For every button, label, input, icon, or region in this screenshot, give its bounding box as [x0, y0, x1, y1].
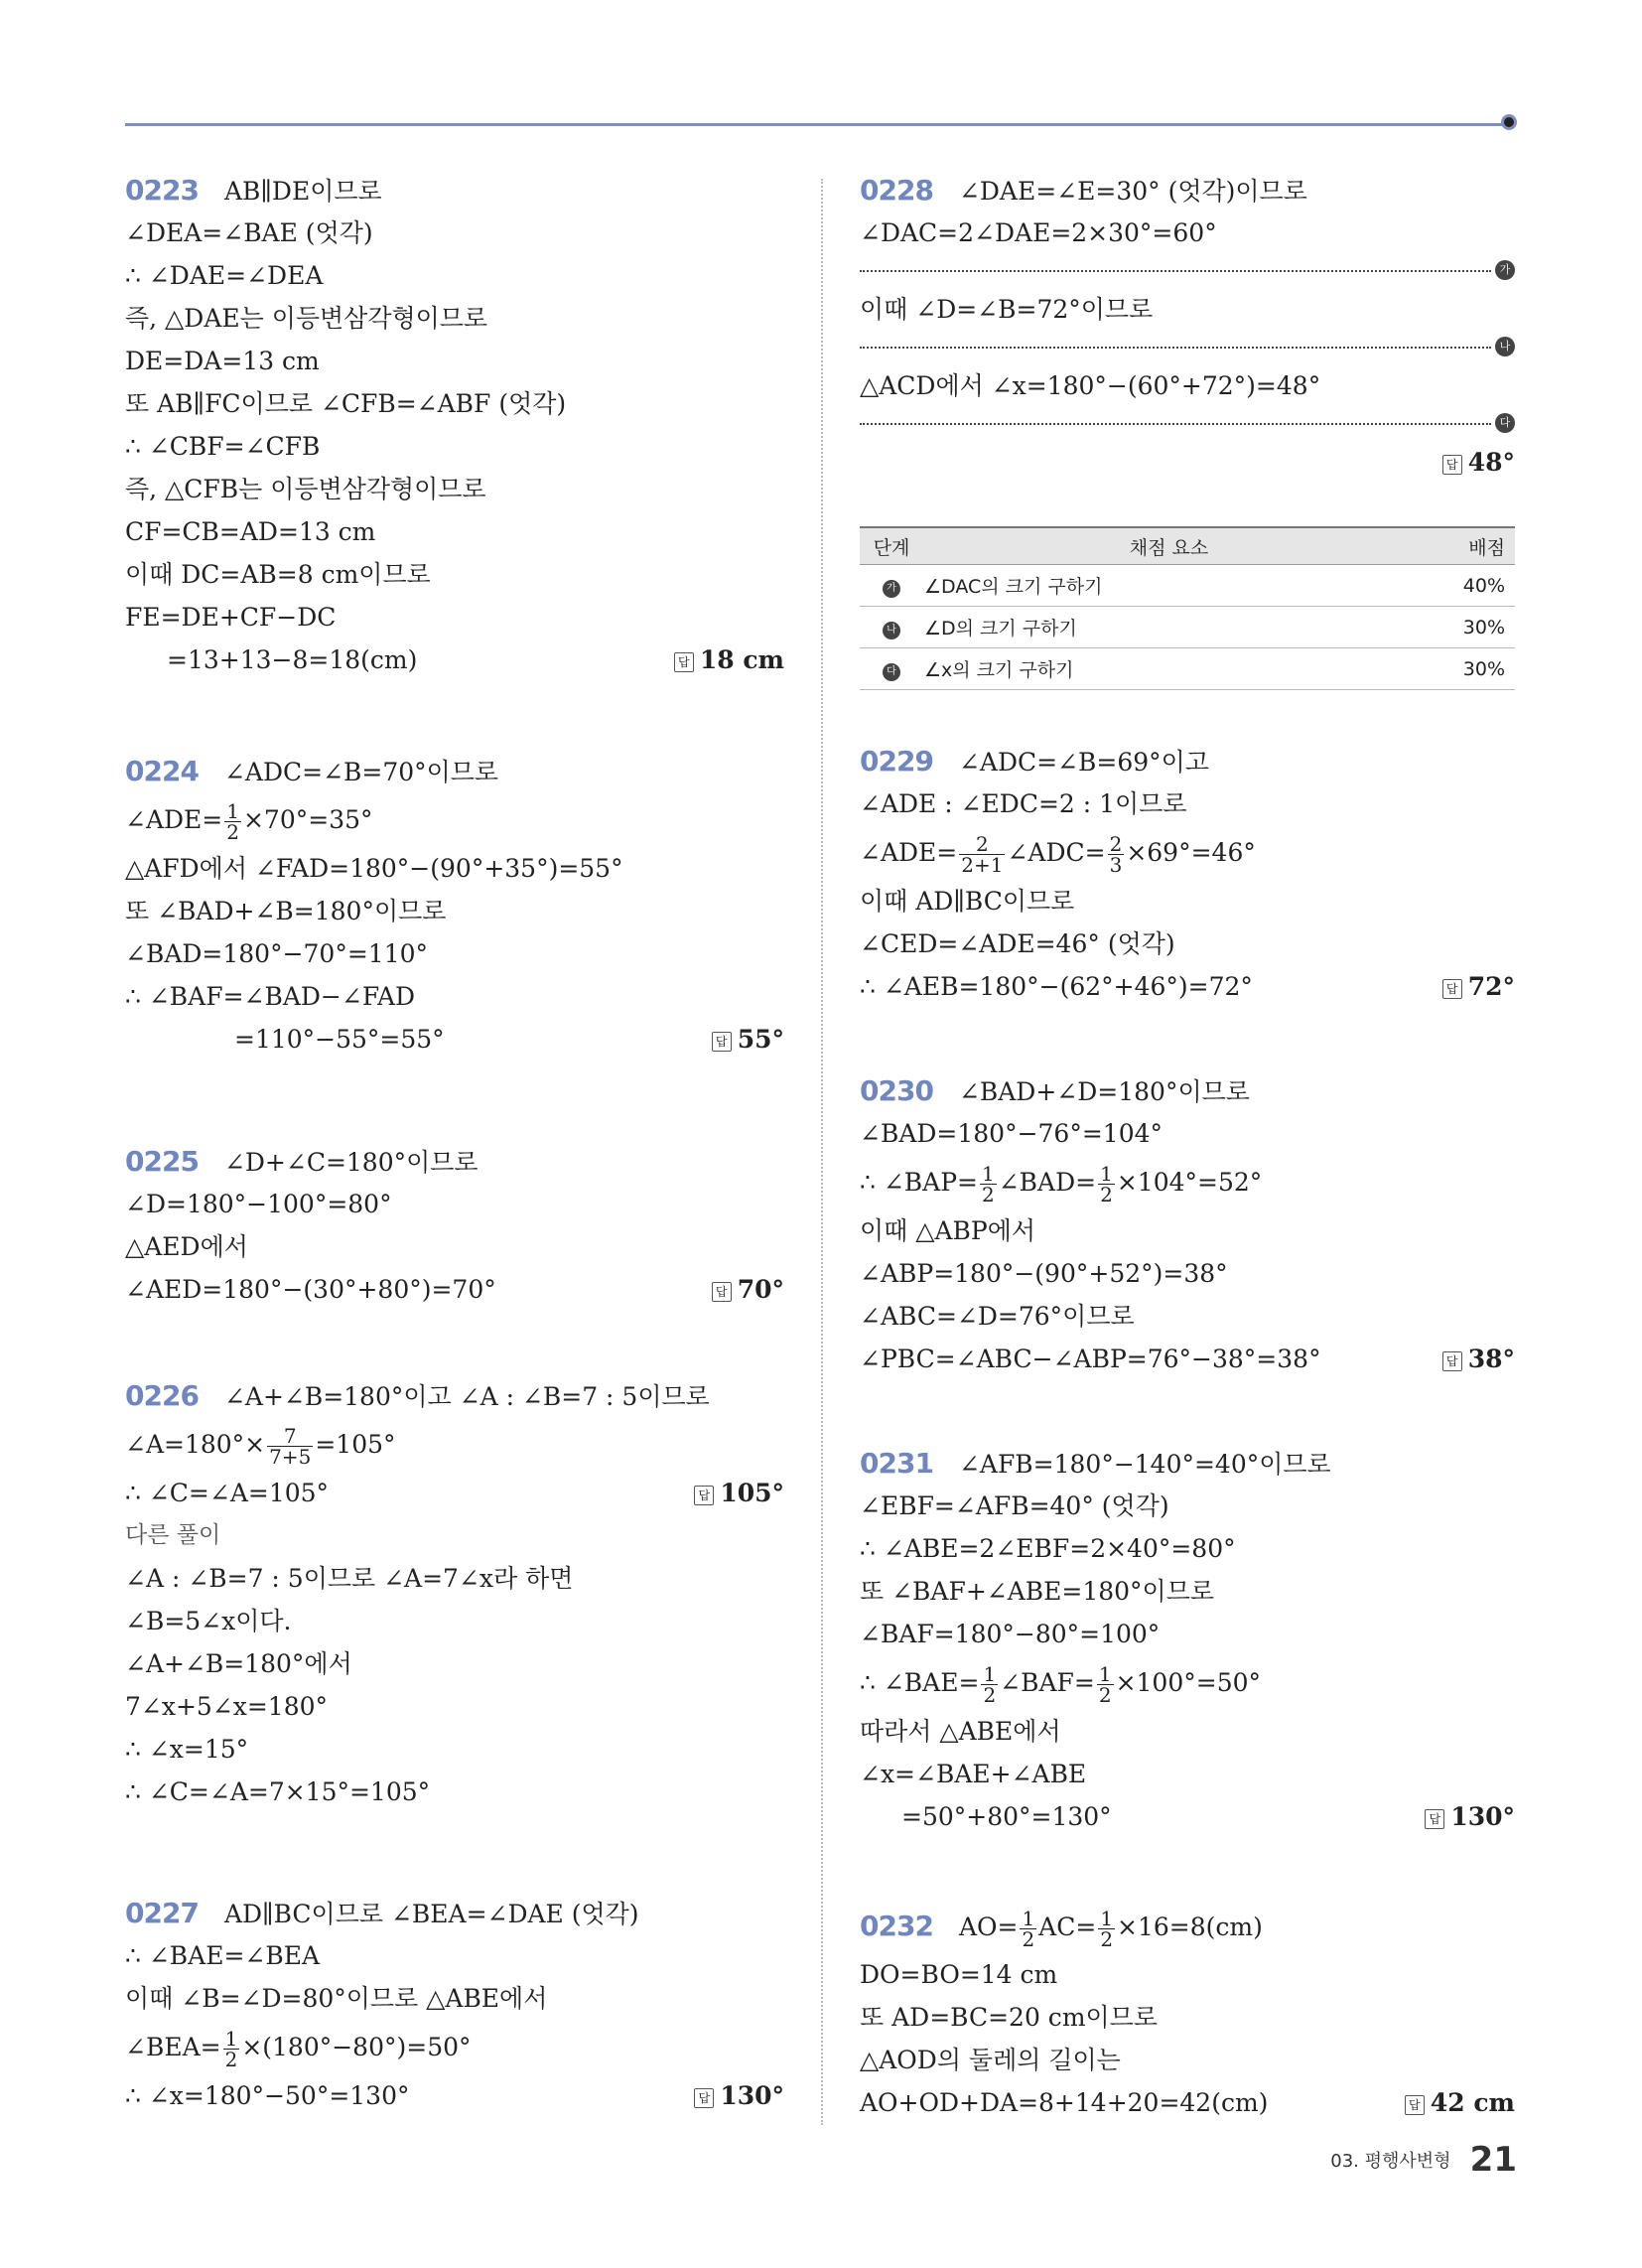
table-row: 나 ∠D의 크기 구하기 30%	[860, 607, 1515, 648]
answer: 답 55°	[712, 1018, 784, 1061]
solution-line: △AFD에서 ∠FAD=180°−(90°+35°)=55°	[125, 854, 623, 883]
solution-line: ∠AED=180°−(30°+80°)=70°	[125, 1275, 496, 1304]
solution-line: 또 AD=BC=20 cm이므로	[860, 2003, 1158, 2032]
problem-number: 0226	[125, 1379, 199, 1412]
solution-line: ∴ ∠DAE=∠DEA	[125, 261, 324, 290]
solution-line: 즉, △DAE는 이등변삼각형이므로	[125, 304, 488, 333]
solution-line: ∠EBF=∠AFB=40° (엇각)	[860, 1491, 1169, 1520]
step-marker-icon: 가	[1495, 260, 1515, 280]
problem-0223	[125, 169, 784, 681]
page-number: 21	[1469, 2140, 1517, 2180]
step-marker-icon: 가	[883, 580, 900, 598]
problem-0226	[125, 1374, 784, 1813]
solution-line: AD∥BC이므로 ∠BEA=∠DAE (엇각)	[223, 1900, 639, 1928]
scoring-table	[860, 526, 1515, 690]
answer: 답 72°	[1442, 965, 1515, 1008]
problem-0227	[125, 1892, 784, 2117]
solution-line: △AED에서	[125, 1232, 248, 1261]
solution-line: ∴ ∠x=180°−50°=130°	[125, 2081, 410, 2110]
problem-0230	[860, 1069, 1515, 1380]
answer: 답 130°	[694, 2074, 784, 2117]
solution-line: ∴ ∠AEB=180°−(62°+46°)=72°	[860, 972, 1253, 1001]
solution-line: 즉, △CFB는 이등변삼각형이므로	[125, 475, 486, 503]
chapter-title: 03. 평행사변형	[1330, 2151, 1451, 2172]
solution-line: ∠BAD=180°−76°=104°	[860, 1119, 1163, 1148]
solution-line: ∴ ∠CBF=∠CFB	[125, 432, 321, 461]
solution-line: ∠DAC=2∠DAE=2×30°=60°	[860, 218, 1217, 247]
solution-line: ∴ ∠C=∠A=7×15°=105°	[125, 1777, 431, 1806]
alternative-solution-label: 다른 풀이	[125, 1522, 221, 1548]
problem-number: 0224	[125, 755, 199, 787]
problem-number: 0223	[125, 174, 199, 207]
solution-line: ∠ABC=∠D=76°이므로	[860, 1302, 1135, 1331]
solution-line: ∠BAD=180°−70°=110°	[125, 939, 429, 968]
solution-line: ∠ABP=180°−(90°+52°)=38°	[860, 1259, 1228, 1288]
solution-line: ∴ ∠ABE=2∠EBF=2×40°=80°	[860, 1534, 1236, 1563]
problem-0231	[860, 1442, 1515, 1838]
answer-icon: 답	[1442, 1351, 1462, 1371]
answer-icon: 답	[1442, 979, 1462, 999]
step-marker-icon: 나	[883, 622, 900, 639]
table-row: 가 ∠DAC의 크기 구하기 40%	[860, 565, 1515, 607]
step-marker-icon: 다	[1495, 413, 1515, 433]
answer-icon: 답	[694, 1486, 714, 1505]
solution-line: 이때 ∠B=∠D=80°이므로 △ABE에서	[125, 1984, 548, 2013]
step-marker-icon: 다	[883, 663, 900, 681]
solution-line: 이때 ∠D=∠B=72°이므로	[860, 295, 1154, 324]
solution-line: ∠ADE= $\frac{1}{2}$ ×70°=35°	[125, 799, 373, 844]
step-divider	[860, 331, 1515, 364]
header-rule	[125, 123, 1509, 126]
solution-line: AO+OD+DA=8+14+20=42(cm)	[860, 2088, 1269, 2117]
problem-number: 0229	[860, 745, 933, 778]
step-divider	[860, 407, 1515, 441]
problem-0228	[860, 169, 1515, 484]
solution-line: ∠BAF=180°−80°=100°	[860, 1620, 1161, 1648]
solution-line: ∴ ∠BAF=∠BAD−∠FAD	[125, 982, 416, 1011]
answer: 답 18 cm	[674, 638, 784, 681]
solution-line: △ACD에서 ∠x=180°−(60°+72°)=48°	[860, 371, 1321, 400]
answer: 답 70°	[712, 1268, 784, 1311]
solution-line: DE=DA=13 cm	[125, 347, 320, 375]
answer-icon: 답	[694, 2088, 714, 2108]
solution-line: ∴ ∠BAE= $\frac{1}{2}$ ∠BAF= $\frac{1}{2}$ ×100°=50°	[860, 1662, 1262, 1707]
header-dot	[1501, 114, 1517, 130]
problem-number: 0225	[125, 1145, 199, 1178]
solution-line: 따라서 △ABE에서	[860, 1717, 1061, 1746]
solution-line: ∠D+∠C=180°이므로	[223, 1148, 479, 1177]
solution-line: ∴ ∠BAP= $\frac{1}{2}$ ∠BAD= $\frac{1}{2}$ ×104°=52°	[860, 1162, 1263, 1206]
solution-line: ∠ADC=∠B=70°이므로	[223, 758, 499, 786]
solution-line: ∠ADE= $\frac{2}{2+1}$ ∠ADC= $\frac{2}{3}$ ×69°=46°	[860, 832, 1256, 877]
solution-line: ∠A+∠B=180°에서	[125, 1649, 352, 1678]
solution-line: ∠BAD+∠D=180°이므로	[958, 1077, 1250, 1106]
solution-line: ∠PBC=∠ABC−∠ABP=76°−38°=38°	[860, 1345, 1321, 1373]
solution-line: ∠DEA=∠BAE (엇각)	[125, 218, 373, 247]
step-marker-icon: 나	[1495, 337, 1515, 356]
answer-icon: 답	[712, 1282, 732, 1302]
page-footer	[1330, 2140, 1517, 2180]
solution-line: ∴ ∠BAE=∠BEA	[125, 1941, 321, 1970]
solution-line: ∠BEA= $\frac{1}{2}$ ×(180°−80°)=50°	[125, 2027, 472, 2071]
solution-line: =13+13−8=18(cm)	[167, 645, 418, 674]
solution-line: 또 ∠BAD+∠B=180°이므로	[125, 897, 447, 925]
problem-0225	[125, 1140, 784, 1311]
step-divider	[860, 254, 1515, 288]
solution-line: ∠B=5∠x이다.	[125, 1607, 292, 1635]
solution-line: 이때 △ABP에서	[860, 1216, 1036, 1245]
solution-line: CF=CB=AD=13 cm	[125, 517, 376, 546]
solution-line: DO=BO=14 cm	[860, 1960, 1058, 1989]
solution-line: AB∥DE이므로	[223, 177, 382, 206]
solution-line: △AOD의 둘레의 길이는	[860, 2046, 1121, 2074]
solution-line: 또 AB∥FC이므로 ∠CFB=∠ABF (엇각)	[125, 389, 567, 418]
solution-line: 이때 DC=AB=8 cm이므로	[125, 560, 431, 589]
problem-number: 0228	[860, 174, 933, 207]
answer-icon: 답	[674, 652, 694, 672]
solution-line: ∠A+∠B=180°이고 ∠A : ∠B=7 : 5이므로	[223, 1382, 710, 1411]
solution-line: ∠CED=∠ADE=46° (엇각)	[860, 929, 1175, 958]
solution-line: ∠A : ∠B=7 : 5이므로 ∠A=7∠x라 하면	[125, 1564, 574, 1593]
solution-line: ∴ ∠C=∠A=105°	[125, 1479, 330, 1507]
answer-icon: 답	[1442, 455, 1462, 475]
table-row: 다 ∠x의 크기 구하기 30%	[860, 648, 1515, 690]
solution-line: ∠AFB=180°−140°=40°이므로	[958, 1450, 1331, 1479]
answer: 답 130°	[1425, 1795, 1515, 1838]
problem-number: 0227	[125, 1897, 199, 1929]
answer-icon: 답	[1405, 2095, 1425, 2115]
problem-number: 0230	[860, 1074, 933, 1107]
solution-line: ∠x=∠BAE+∠ABE	[860, 1760, 1087, 1788]
table-header-row: 단계 채점 요소 배점	[860, 527, 1515, 565]
problem-0224	[125, 750, 784, 1061]
solution-line: ∠D=180°−100°=80°	[125, 1190, 392, 1218]
problem-number: 0231	[860, 1447, 933, 1480]
solution-line: =110°−55°=55°	[234, 1025, 445, 1054]
answer-icon: 답	[712, 1032, 732, 1052]
problem-number: 0232	[860, 1910, 933, 1942]
column-divider	[821, 179, 823, 2125]
answer-icon: 답	[1425, 1809, 1444, 1829]
solution-line: ∴ ∠x=15°	[125, 1735, 249, 1764]
solution-line: 이때 AD∥BC이므로	[860, 887, 1075, 916]
solution-line: ∠DAE=∠E=30° (엇각)이므로	[958, 177, 1307, 206]
problem-0232	[860, 1899, 1515, 2124]
answer: 답 38°	[1442, 1338, 1515, 1380]
solution-line: ∠A=180°× $\frac{7}{7+5}$ =105°	[125, 1424, 396, 1469]
answer: 답 105°	[694, 1472, 784, 1514]
problem-0229	[860, 740, 1515, 1008]
solution-line: ∠ADE : ∠EDC=2 : 1이므로	[860, 789, 1187, 818]
solution-line: ∠ADC=∠B=69°이고	[958, 748, 1209, 777]
solution-line: 7∠x+5∠x=180°	[125, 1692, 329, 1721]
answer: 답 48°	[1442, 441, 1515, 484]
solution-line: =50°+80°=130°	[901, 1802, 1112, 1831]
solution-line: AO= $\frac{1}{2}$ AC= $\frac{1}{2}$ ×16=8(cm)	[958, 1907, 1263, 1951]
answer: 답 42 cm	[1405, 2081, 1515, 2124]
solution-line: FE=DE+CF−DC	[125, 603, 337, 632]
solution-line: 또 ∠BAF+∠ABE=180°이므로	[860, 1577, 1215, 1606]
